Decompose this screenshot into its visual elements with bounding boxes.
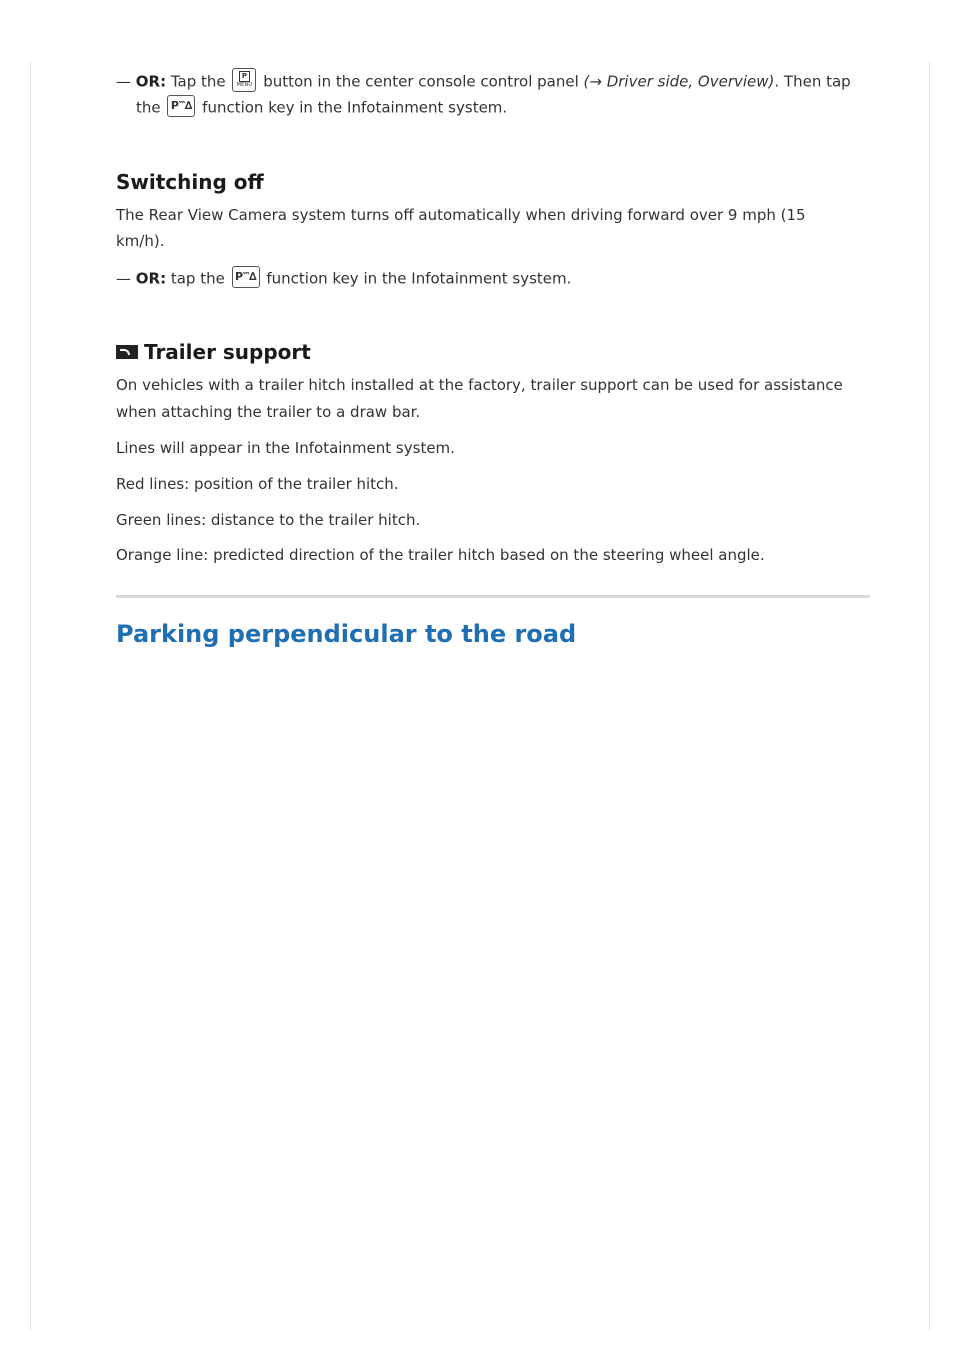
instruction-line-2: the P‷∆ function key in the Infotainment system.	[136, 97, 507, 119]
park-assist-key-icon: P‷∆	[167, 95, 195, 117]
cross-reference-link[interactable]: (→ Driver side, Overview)	[583, 72, 775, 91]
menu-key-icon: P MENU	[232, 68, 256, 92]
park-assist-key-icon: P‷∆	[232, 266, 260, 288]
trailer-text-5: Green lines: distance to the trailer hitch.	[116, 511, 421, 529]
switching-off-or-line: — OR: tap the P‷∆ function key in the Infotainment system.	[116, 268, 571, 290]
trailer-text-1: On vehicles with a trailer hitch installed at the factory, trailer support can be used for assistance	[116, 376, 843, 394]
trailer-assist-icon	[116, 345, 138, 359]
left-margin-line	[30, 62, 31, 1330]
switching-off-heading: Switching off	[116, 170, 264, 194]
trailer-text-6: Orange line: predicted direction of the trailer hitch based on the steering wheel angle.	[116, 546, 765, 564]
trailer-support-heading: Trailer support	[116, 340, 311, 364]
section-title: Parking perpendicular to the road	[116, 620, 577, 648]
or-label: OR:	[135, 72, 167, 91]
trailer-text-4: Red lines: position of the trailer hitch.	[116, 475, 399, 493]
right-margin-line	[929, 62, 930, 1330]
trailer-text-3: Lines will appear in the Infotainment system.	[116, 439, 455, 457]
instruction-line-1: — OR: Tap the P MENU button in the center console control panel (→ Driver side, Overview). Then tap	[116, 70, 851, 94]
switching-off-text-2: km/h).	[116, 232, 165, 250]
section-divider	[116, 595, 870, 598]
switching-off-text-1: The Rear View Camera system turns off automatically when driving forward over 9 mph (15	[116, 206, 806, 224]
trailer-text-2: when attaching the trailer to a draw bar.	[116, 403, 421, 421]
